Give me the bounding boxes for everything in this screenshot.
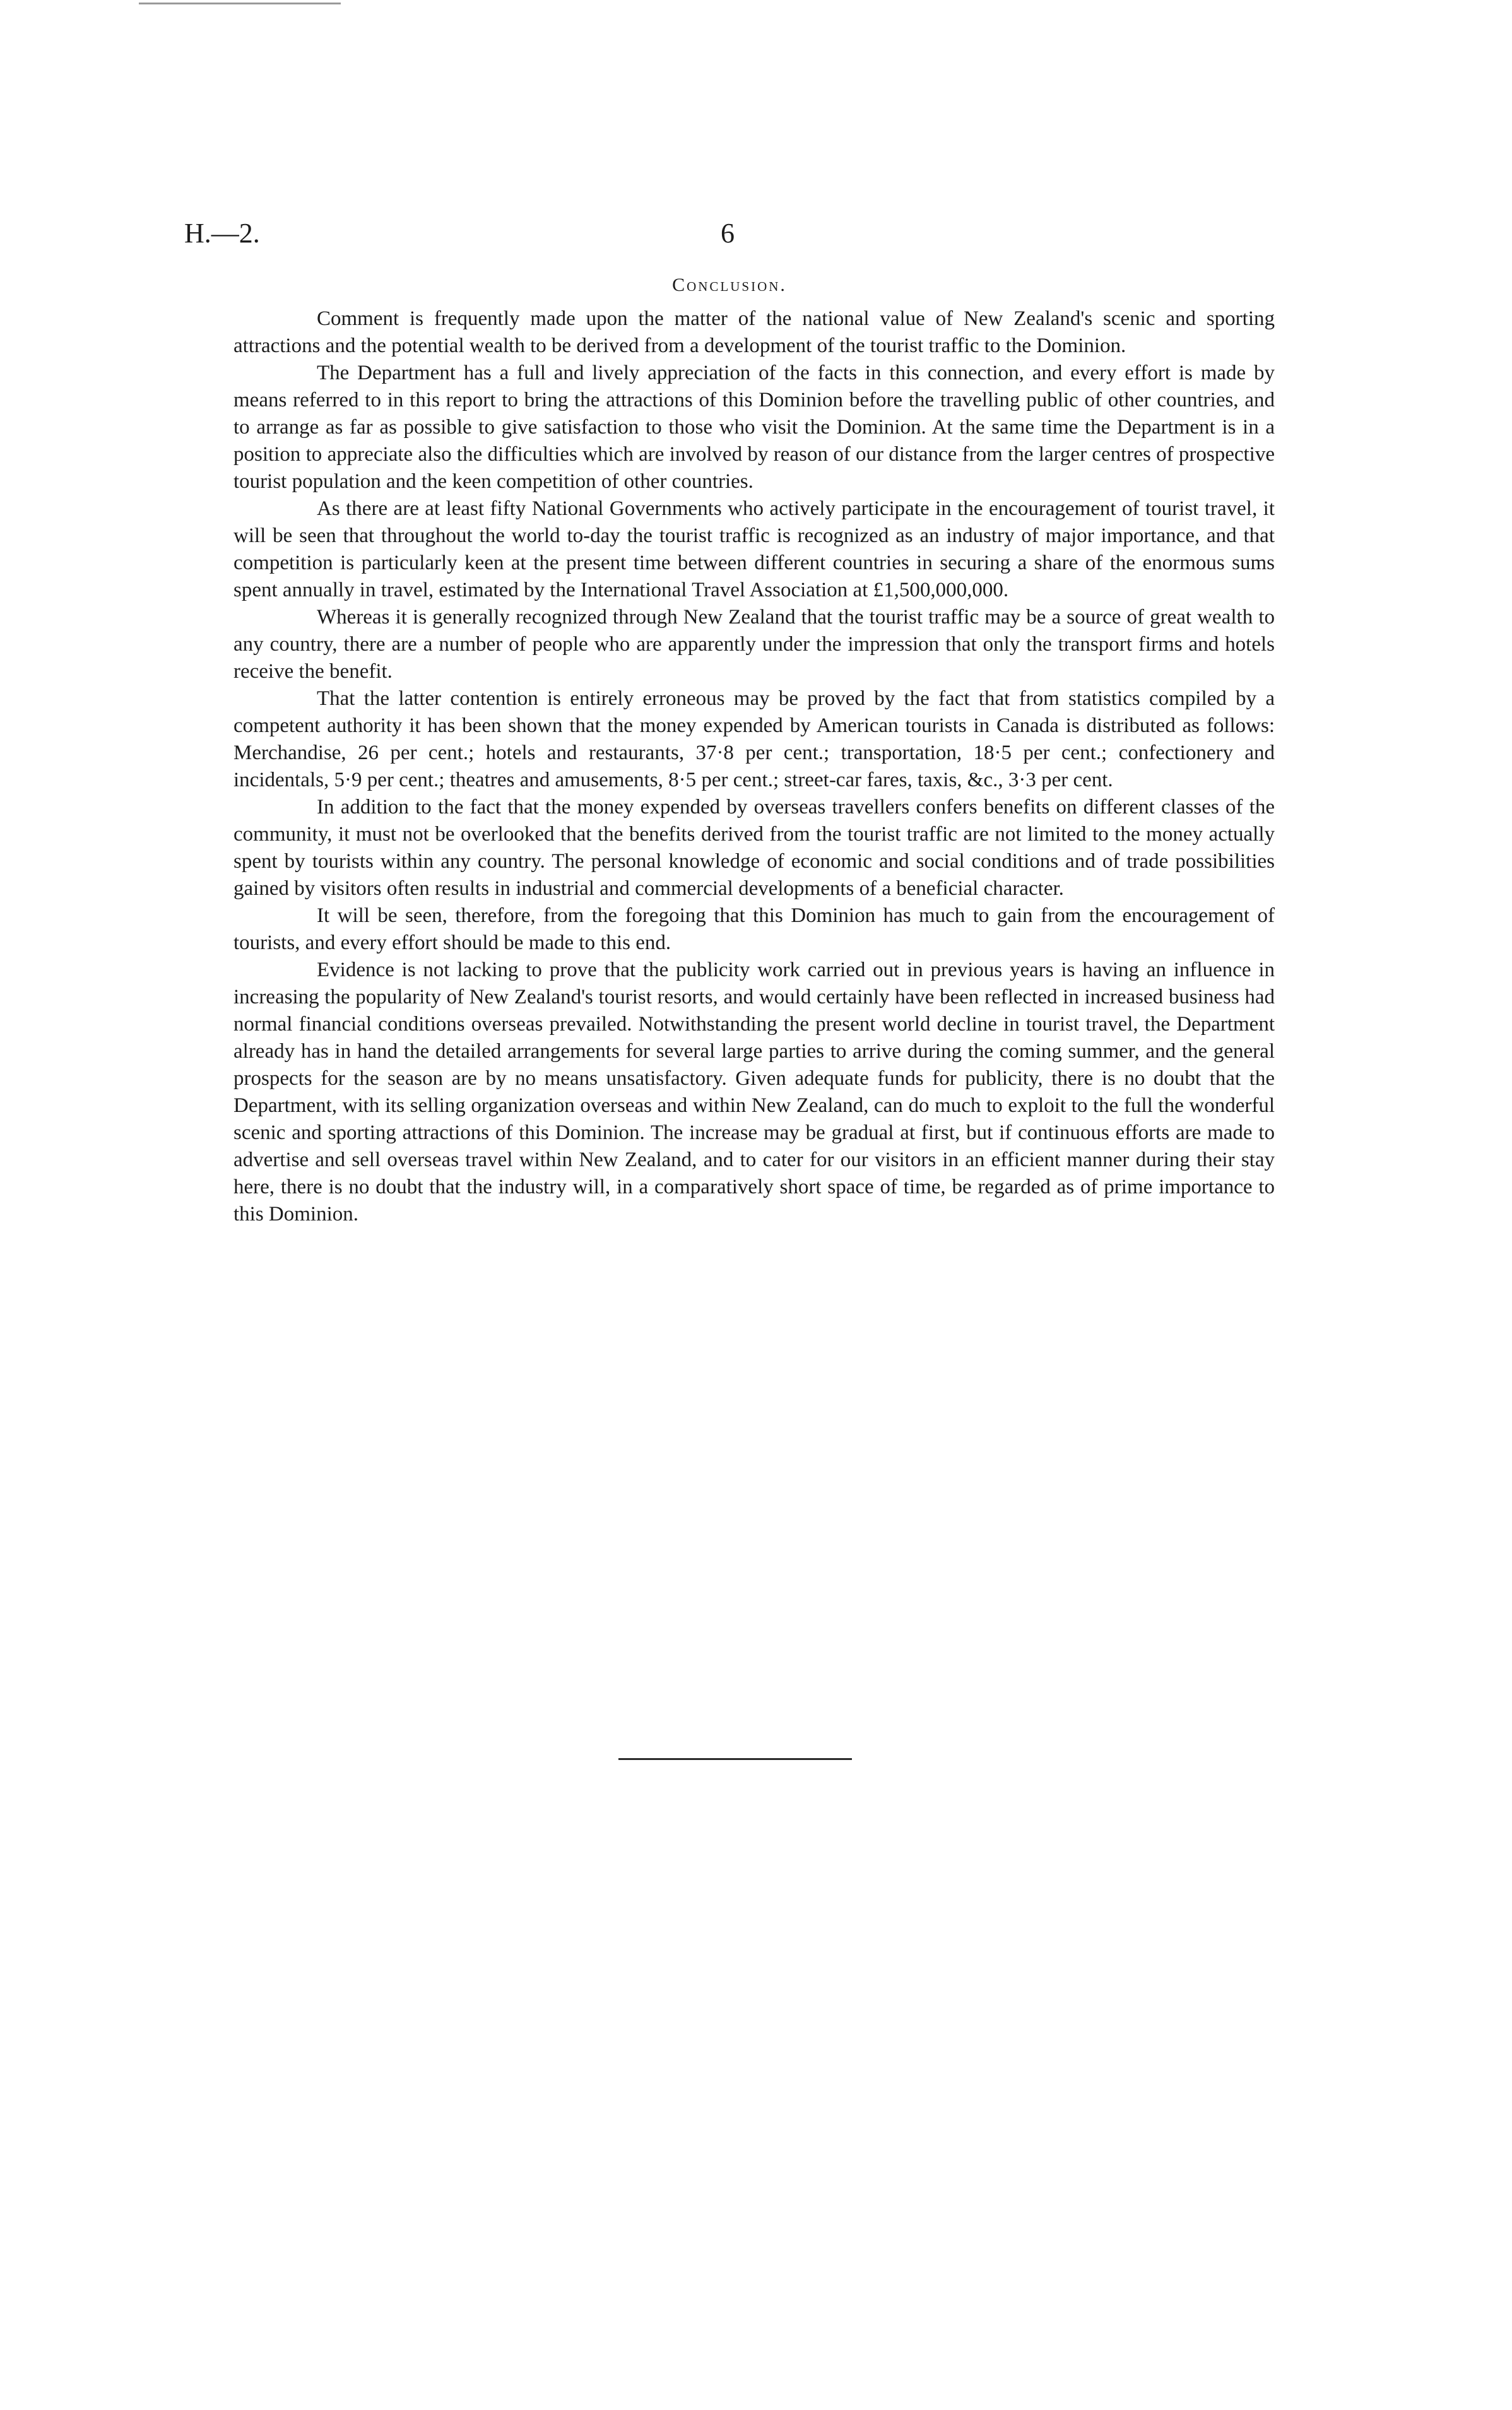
paragraph: The Department has a full and lively appreciation of the facts in this connection, and every effort is made by means referred to in this report to bring the attractions of this Dominion before the travelling public of other countries, and to arrange as far as possible to give satisfaction to those who visit the Dominion. At the same time the Department is in a position to appreciate also the difficulties which are involved by reason of our distance from the larger centres of prospective tourist population and the keen competition of other countries.	[233, 362, 1275, 493]
paragraph: As there are at least fifty National Governments who actively participate in the encouragement of tourist travel, it will be seen that throughout the world to-day the tourist traffic is recognized as an industry of major importance, and that competition is particularly keen at the present time between different countries in securing a share of the enormous sums spent annually in travel, estimated by the International Travel Association at £1,500,000,000.	[233, 497, 1275, 601]
page-number: 6	[721, 218, 735, 249]
paragraph: It will be seen, therefore, from the foregoing that this Dominion has much to gain from the encouragement of tourists, and every effort should be made to this end.	[233, 904, 1275, 954]
body-text	[233, 305, 1275, 1228]
paragraph: Comment is frequently made upon the matter of the national value of New Zealand's scenic and sporting attractions and the potential wealth to be derived from a development of the tourist traffic to the Dominion.	[233, 307, 1275, 357]
paragraph: In addition to the fact that the money expended by overseas travellers confers benefits on different classes of the community, it must not be overlooked that the benefits derived from the tourist traffic are not limited to the money actually spent by tourists within any country. The personal knowledge of economic and social conditions and of trade possibilities gained by visitors often results in industrial and commercial developments of a beneficial character.	[233, 796, 1275, 900]
paragraph: Evidence is not lacking to prove that the publicity work carried out in previous years is having an influence in increasing the popularity of New Zealand's tourist resorts, and would certainly have been reflected in increased business had normal financial conditions overseas prevailed. Notwithstanding the present world decline in tourist travel, the Department already has in hand the detailed arrangements for several large parties to arrive during the coming summer, and the general prospects for the season are by no means unsatisfactory. Given adequate funds for publicity, there is no doubt that the Department, with its selling organization overseas and within New Zealand, can do much to exploit to the full the wonderful scenic and sporting attractions of this Dominion. The increase may be gradual at first, but if continuous efforts are made to advertise and sell overseas travel within New Zealand, and to cater for our visitors in an efficient manner during their stay here, there is no doubt that the industry will, in a comparatively short space of time, be regarded as of prime importance to this Dominion.	[233, 959, 1275, 1226]
paragraph: That the latter contention is entirely erroneous may be proved by the fact that from statistics compiled by a competent authority it has been shown that the money expended by American tourists in Canada is distributed as follows: Merchandise, 26 per cent.; hotels and restaurants, 37·8 per cent.; transportation, 18·5 per cent.; confectionery and incidentals, 5·9 per cent.; theatres and amusements, 8·5 per cent.; street-car fares, taxis, &c., 3·3 per cent.	[233, 687, 1275, 791]
paragraph: Whereas it is generally recognized through New Zealand that the tourist traffic may be a source of great wealth to any country, there are a number of people who are apparently under the impression that only the transport firms and hotels receive the benefit.	[233, 606, 1275, 683]
top-edge-rule	[139, 3, 341, 4]
end-rule	[618, 1758, 852, 1760]
page-header	[184, 215, 1275, 252]
section-heading: Conclusion.	[672, 275, 787, 295]
report-reference: H.—2.	[184, 218, 260, 249]
